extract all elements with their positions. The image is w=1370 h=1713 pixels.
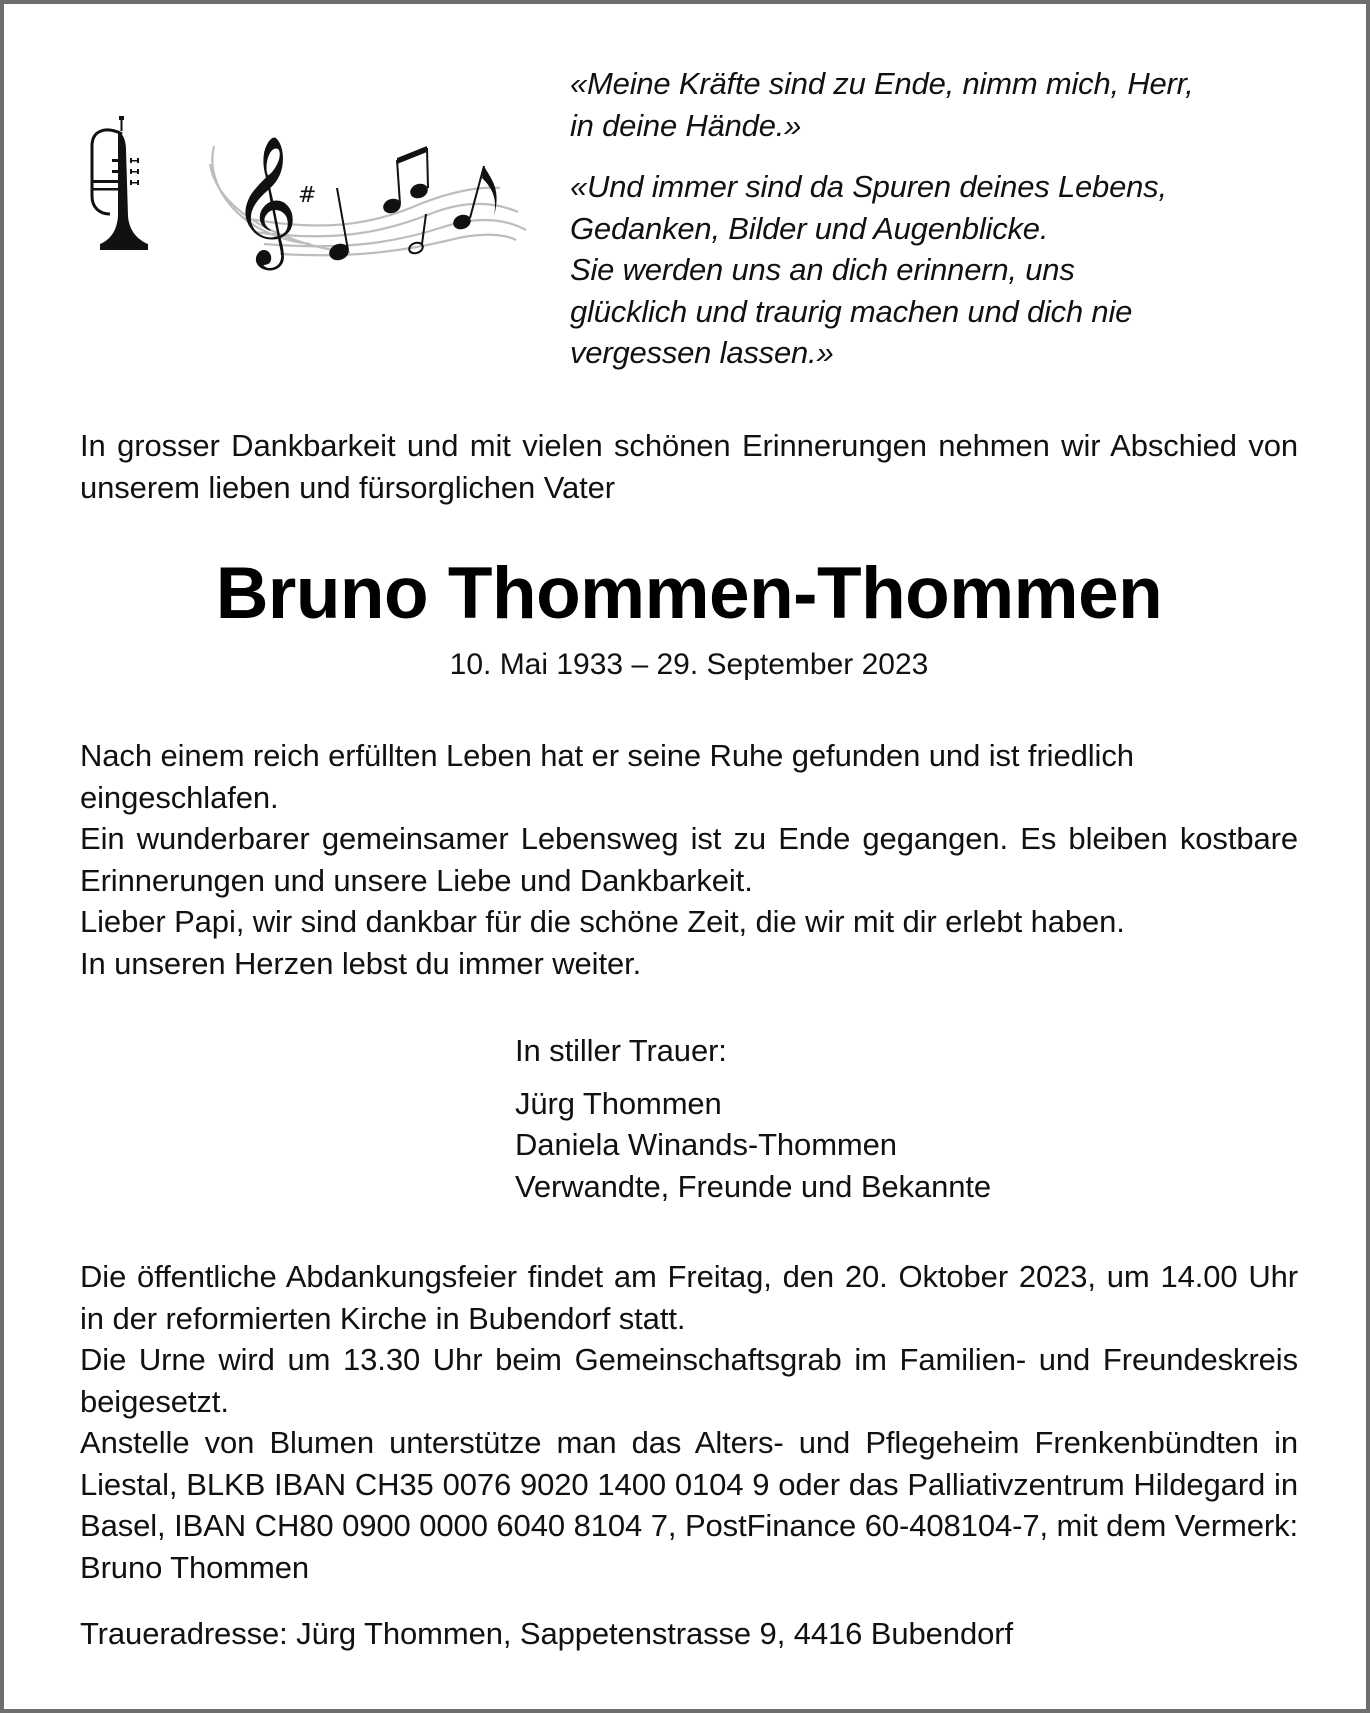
quote-line: «Und immer sind da Spuren deines Lebens, [570, 169, 1167, 204]
quote-2 [570, 166, 1310, 374]
quote-line: Gedanken, Bilder und Augenblicke. [570, 210, 1049, 246]
story-text [80, 735, 1298, 984]
quote-line: Sie werden uns an dich erinnern, uns [570, 252, 1075, 287]
story-paragraph: Lieber Papi, wir sind dankbar für die schöne Zeit, die wir mit dir erlebt haben. [80, 904, 1125, 939]
treble-clef-icon: 𝄞 [232, 135, 299, 265]
mourners-label: In stiller Trauer: [515, 1033, 727, 1068]
mourning-address: Traueradresse: Jürg Thommen, Sappetenstrasse 9, 4416 Bubendorf [80, 1616, 1013, 1651]
story-paragraph: Nach einem reich erfüllten Leben hat er seine Ruhe gefunden und ist friedlich eingeschlafen. [80, 738, 1134, 815]
mourners-list [515, 1083, 1215, 1208]
intro-text: In grosser Dankbarkeit und mit vielen schönen Erinnerungen nehmen wir Abschied von unserem lieben und fürsorglichen Vater [80, 428, 1298, 505]
quote-line: in deine Hände.» [570, 107, 802, 143]
trumpet-icon [86, 116, 154, 258]
donation-paragraph: Anstelle von Blumen unterstütze man das Alters- und Pflegeheim Frenkenbündten in Liestal, BLKB IBAN CH35 0076 9020 1400 0104 9 oder das Palliativzentrum Hildegard in Basel, IBAN CH80 0900 0000 6040 8104 7, PostFinance 60-408104-7, mit dem Vermerk: Bruno Thommen [80, 1425, 1298, 1585]
sharp-icon: # [298, 183, 317, 208]
quote-line: vergessen lassen.» [570, 335, 834, 370]
mourner-name: Jürg Thommen [515, 1085, 722, 1121]
story-paragraph: In unseren Herzen lebst du immer weiter. [80, 945, 642, 981]
quote-line: glücklich und traurig machen und dich nie [570, 293, 1133, 329]
story-paragraph: Ein wunderbarer gemeinsamer Lebensweg ist zu Ende gegangen. Es bleiben kostbare Erinnerungen und unsere Liebe und Dankbarkeit. [80, 821, 1298, 898]
life-dates: 10. Mai 1933 – 29. September 2023 [449, 648, 929, 681]
mourners-block [515, 1030, 1215, 1207]
quote-block [570, 63, 1310, 374]
quote-line: «Meine Kräfte sind zu Ende, nimm mich, Herr, [570, 66, 1194, 101]
music-notes-icon [200, 116, 536, 276]
service-paragraph: Die öffentliche Abdankungsfeier findet am Freitag, den 20. Oktober 2023, um 14.00 Uhr in der reformierten Kirche in Bubendorf statt. [80, 1259, 1298, 1336]
quote-1 [570, 63, 1310, 146]
service-info [80, 1256, 1298, 1588]
mourner-name: Verwandte, Freunde und Bekannte [515, 1168, 992, 1204]
service-paragraph: Die Urne wird um 13.30 Uhr beim Gemeinschaftsgrab im Familien- und Freundeskreis beigesetzt. [80, 1342, 1298, 1419]
deceased-name: Bruno Thommen-Thommen [215, 553, 1163, 634]
mourner-name: Daniela Winands-Thommen [515, 1127, 897, 1162]
